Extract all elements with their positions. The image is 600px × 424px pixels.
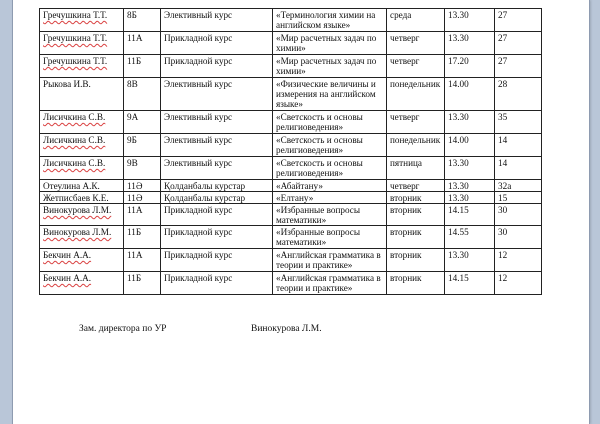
teacher-name: Бекчин А.А. [43,273,92,283]
teacher-name: Гречушкина Т.Т. [43,10,108,20]
cell-day: вторник [387,249,445,272]
cell-room: 14 [495,157,542,180]
cell-course: «Терминология химии на английском языке» [273,9,387,32]
cell-type: Қолданбалы курстар [161,180,273,192]
cell-room: 35 [495,111,542,134]
teacher-name: Лисичкина С.В. [43,112,106,122]
teacher-name: Рыкова И.В. [43,79,91,89]
table-row [40,226,542,249]
cell-class: 8В [124,78,161,111]
cell-day: вторник [387,192,445,204]
cell-class: 11А [124,32,161,55]
cell-time: 14.00 [445,78,495,111]
cell-course: «Английская грамматика в теории и практике» [273,249,387,272]
cell-time: 13.30 [445,111,495,134]
cell-day: четверг [387,32,445,55]
cell-day: четверг [387,111,445,134]
cell-type: Элективный курс [161,9,273,32]
cell-class: 11А [124,249,161,272]
cell-class: 11Б [124,272,161,295]
cell-room: 27 [495,55,542,78]
teacher-name: Лисичкина С.В. [43,158,106,168]
table-row [40,272,542,295]
cell-room: 12 [495,249,542,272]
cell-name [40,249,124,272]
cell-time: 13.30 [445,249,495,272]
footer-signer: Винокурова Л.М. [251,324,322,334]
cell-course: «Елтану» [273,192,387,204]
table-row [40,180,542,192]
cell-type: Прикладной курс [161,32,273,55]
cell-room: 12 [495,272,542,295]
table-row [40,204,542,226]
cell-type: Элективный курс [161,78,273,111]
teacher-name: Жетписбаев К.Е. [43,193,109,203]
cell-course: «Мир расчетных задач по химии» [273,32,387,55]
cell-room: 15 [495,192,542,204]
cell-time: 17.20 [445,55,495,78]
cell-time: 14.15 [445,204,495,226]
table-row [40,55,542,78]
cell-class: 9Б [124,134,161,157]
teacher-name: Гречушкина Т.Т. [43,33,108,43]
cell-day: четверг [387,180,445,192]
table-row [40,134,542,157]
cell-day: вторник [387,272,445,295]
cell-day: вторник [387,204,445,226]
cell-type: Элективный курс [161,134,273,157]
cell-day: среда [387,9,445,32]
cell-time: 13.30 [445,192,495,204]
cell-class: 11Б [124,226,161,249]
cell-day: понедельник [387,134,445,157]
cell-course: «Английская грамматика в теории и практике» [273,272,387,295]
cell-type: Элективный курс [161,111,273,134]
cell-class: 8Б [124,9,161,32]
cell-time: 13.30 [445,157,495,180]
cell-type: Қолданбалы курстар [161,192,273,204]
cell-class: 11Ә [124,180,161,192]
table-row [40,9,542,32]
footer-position: Зам. директора по УР [79,324,167,334]
cell-type: Прикладной курс [161,204,273,226]
teacher-name: Гречушкина Т.Т. [43,56,108,66]
schedule-table [39,8,542,295]
cell-name [40,192,124,204]
cell-room: 14 [495,134,542,157]
cell-course: «Физические величины и измерения на английском языке» [273,78,387,111]
document-page [12,0,590,424]
cell-name [40,157,124,180]
cell-name [40,9,124,32]
table-row [40,32,542,55]
cell-course: «Светскость и основы религиоведения» [273,134,387,157]
cell-room: 32а [495,180,542,192]
cell-course: «Избранные вопросы математики» [273,226,387,249]
cell-day: понедельник [387,78,445,111]
cell-name [40,32,124,55]
cell-time: 13.30 [445,9,495,32]
cell-class: 9А [124,111,161,134]
cell-type: Прикладной курс [161,226,273,249]
cell-room: 27 [495,32,542,55]
cell-course: «Светскость и основы религиоведения» [273,111,387,134]
cell-course: «Мир расчетных задач по химии» [273,55,387,78]
cell-type: Прикладной курс [161,272,273,295]
cell-room: 28 [495,78,542,111]
cell-name [40,55,124,78]
cell-class: 11А [124,204,161,226]
teacher-name: Бекчин А.А. [43,250,92,260]
cell-room: 30 [495,204,542,226]
table-row [40,249,542,272]
cell-time: 14.15 [445,272,495,295]
cell-class: 9В [124,157,161,180]
cell-class: 11Б [124,55,161,78]
cell-course: «Абайтану» [273,180,387,192]
table-row [40,78,542,111]
cell-day: вторник [387,226,445,249]
teacher-name: Винокурова Л.М. [43,227,112,237]
cell-name [40,111,124,134]
cell-time: 14.00 [445,134,495,157]
cell-time: 13.30 [445,180,495,192]
cell-time: 14.55 [445,226,495,249]
cell-time: 13.30 [445,32,495,55]
cell-name [40,134,124,157]
table-row [40,157,542,180]
cell-course: «Светскость и основы религиоведения» [273,157,387,180]
cell-room: 30 [495,226,542,249]
cell-type: Элективный курс [161,157,273,180]
cell-room: 27 [495,9,542,32]
cell-class: 11Ә [124,192,161,204]
teacher-name: Лисичкина С.В. [43,135,106,145]
table-row [40,111,542,134]
cell-day: четверг [387,55,445,78]
table-row [40,192,542,204]
cell-name [40,204,124,226]
cell-type: Прикладной курс [161,55,273,78]
cell-course: «Избранные вопросы математики» [273,204,387,226]
cell-type: Прикладной курс [161,249,273,272]
cell-name [40,180,124,192]
schedule-body [40,9,542,295]
cell-name [40,226,124,249]
teacher-name: Винокурова Л.М. [43,205,112,215]
cell-day: пятница [387,157,445,180]
teacher-name: Отеулина А.К. [43,181,100,191]
cell-name [40,272,124,295]
cell-name [40,78,124,111]
